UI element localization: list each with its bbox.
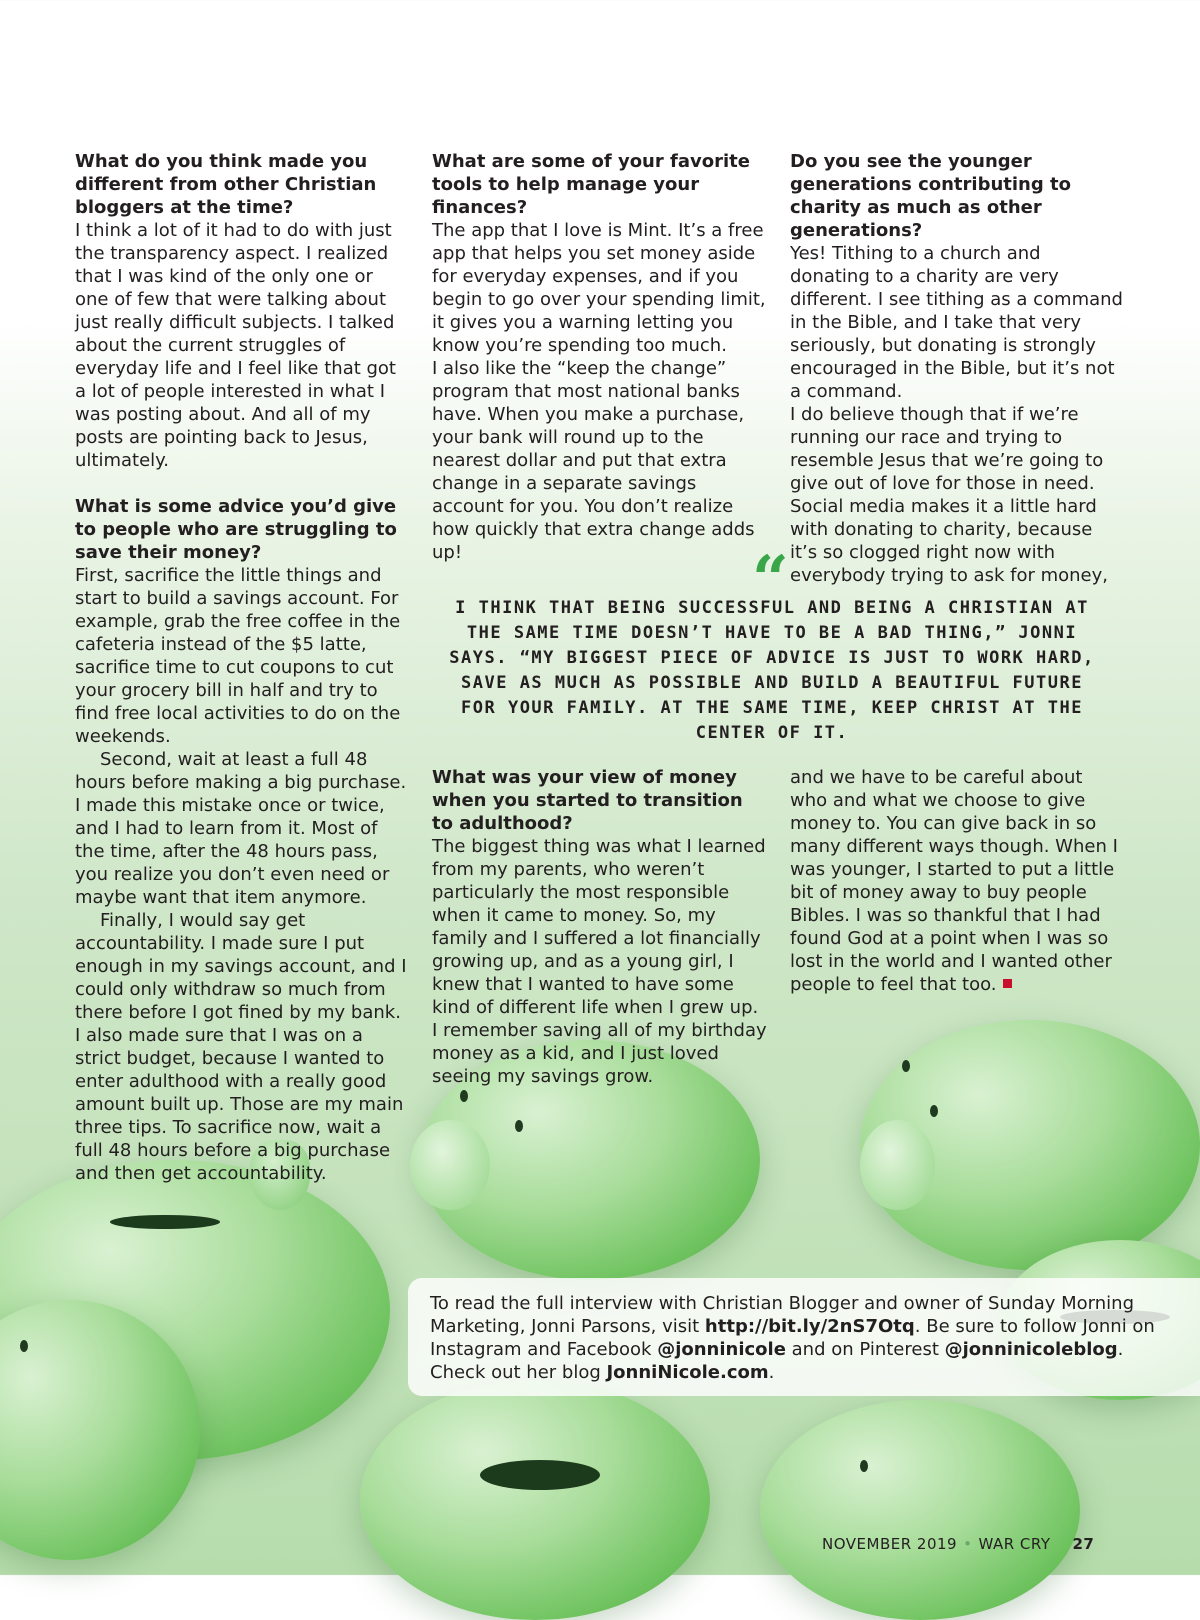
question-younger-generations: Do you see the younger generations contributing to charity as much as other generations? [790,151,1071,241]
answer-view-of-money: The biggest thing was what I learned from my parents, who weren’t particularly the most responsible when it came to money. So, my family and I suffered a lot financially growing up, and as a young girl, I knew that I wanted to have some kind of different life when I grew up. I remember saving all of my birthday money as a kid, and I just loved seeing my savings grow. [432,836,767,1087]
read-more-box: To read the full interview with Christian Blogger and owner of Sunday Morning Marketing, Jonni Parsons, visit http://bit.ly/2nS7Otq. Be sure to follow Jonni on Instagram and Facebook @jonninicole and on Pinterest @jonninicoleblog. Check out her blog JonniNicole.com. [408,1278,1200,1396]
right-column-bottom [790,766,1125,996]
footer-separator: • [963,1535,973,1553]
interview-link[interactable]: http://bit.ly/2nS7Otq [704,1316,915,1337]
answer-different-from-bloggers: I think a lot of it had to do with just the transparency aspect. I realized that I was kind of the only one or one of few that were talking about just really difficult subjects. I talked about the current struggles of everyday life and I feel like that got a lot of people interested in what I was posting about. And all of my posts are pointing back to Jesus, ultimately. [75,220,396,471]
answer-younger-generations-2: I do believe though that if we’re running our race and trying to resemble Jesus that we’re going to give out of love for those in need. Social media makes it a little hard with donating to charity, because it’s so clogged right now with everybody trying to ask for money, [790,404,1108,586]
publication-name: WAR CRY [978,1535,1051,1553]
answer-advice-saving-3: Finally, I would say get accountability. I made sure I put enough in my savings account, and I could only withdraw so much from there before I got fined by my bank. I also made sure that I was on a strict budget, because I wanted to enter adulthood with a really good amount built up. Those are my main three tips. To sacrifice now, wait a full 48 hours before a big purchase and then get accountability. [75,910,407,1184]
answer-younger-generations-1: Yes! Tithing to a church and donating to a charity are very different. I see tithing as a command in the Bible, and I take that very seriously, but donating is strongly encouraged in the Bible, but it’s not a command. [790,243,1123,402]
question-different-from-bloggers: What do you think made you different from other Christian bloggers at the time? [75,151,377,218]
left-column [75,150,407,1185]
page-footer [822,1535,1094,1553]
answer-favorite-tools-1: The app that I love is Mint. It’s a free app that helps you set money aside for everyday expenses, and if you begin to go over your spending limit, it gives you a warning letting you know you’re spending too much. [432,220,766,356]
answer-advice-saving-1: First, sacrifice the little things and start to build a savings account. For example, grab the free coffee in the cafeteria instead of the $5 latte, sacrifice time to cut coupons to cut your grocery bill in half and try to find free local activities to do on the weekends. [75,565,401,747]
end-mark-icon [1003,979,1012,988]
pinterest-handle[interactable]: @jonninicoleblog [944,1339,1118,1360]
pull-quote: I THINK THAT BEING SUCCESSFUL AND BEING A CHRISTIAN AT THE SAME TIME DOESN’T HAVE TO BE A BAD THING,” JONNI SAYS. “MY BIGGEST PIECE OF ADVICE IS JUST TO WORK HARD, SAVE AS MUCH AS POSSIBLE AND BUILD A BEAUTIFUL FUTURE FOR YOUR FAMILY. AT THE SAME TIME, KEEP CHRIST AT THE CENTER OF IT. [449,598,1095,743]
question-advice-saving: What is some advice you’d give to people who are struggling to save their money? [75,496,397,563]
answer-younger-generations-3: and we have to be careful about who and what we choose to give money to. You can give back in so many different ways though. When I was younger, I started to put a little bit of money away to buy people Bibles. I was so thankful that I had found God at a point when I was so lost in the world and I wanted other people to feel that too. [790,767,1118,995]
instagram-handle[interactable]: @jonninicole [657,1339,786,1360]
question-favorite-tools: What are some of your favorite tools to help manage your finances? [432,151,750,218]
issue-date: NOVEMBER 2019 [822,1535,958,1553]
blog-link[interactable]: JonniNicole.com [606,1362,769,1383]
middle-column-top [432,150,767,564]
right-column-top [790,150,1125,587]
answer-favorite-tools-2: I also like the “keep the change” program that most national banks have. When you make a purchase, your bank will round up to the nearest dollar and put that extra change in a separate savings account for you. You don’t realize how quickly that extra change adds up! [432,358,755,563]
quote-mark-icon: “ [752,542,789,617]
middle-column-bottom [432,766,767,1088]
answer-advice-saving-2: Second, wait at least a full 48 hours before making a big purchase. I made this mistake once or twice, and I had to learn from it. Most of the time, after the 48 hours pass, you realize you don’t even need or maybe want that item anymore. [75,749,407,908]
question-view-of-money: What was your view of money when you started to transition to adulthood? [432,767,743,834]
page-number: 27 [1072,1535,1095,1553]
